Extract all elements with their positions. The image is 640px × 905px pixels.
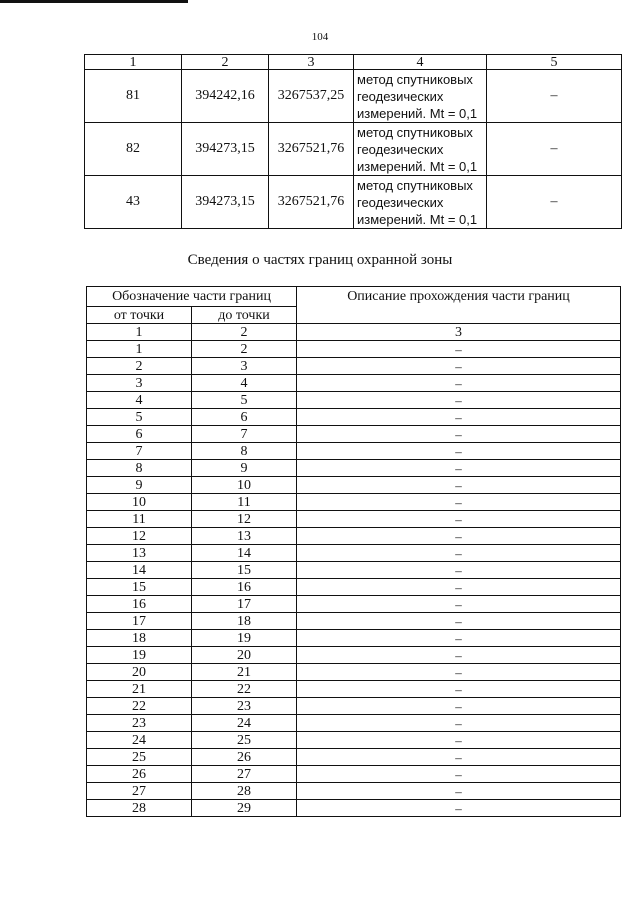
- to-point-cell: 5: [192, 392, 297, 409]
- table-row: [87, 392, 621, 409]
- from-point-cell: 2: [87, 358, 192, 375]
- description-cell: –: [297, 596, 621, 613]
- description-cell: –: [297, 664, 621, 681]
- description-cell: –: [297, 494, 621, 511]
- coordinate-y: 3267537,25: [269, 70, 354, 123]
- header-boundary-designation: Обозначение части границ: [87, 287, 297, 307]
- table-row: [87, 664, 621, 681]
- from-point-cell: 16: [87, 596, 192, 613]
- to-point-cell: 13: [192, 528, 297, 545]
- description-cell: –: [297, 341, 621, 358]
- from-point-cell: 11: [87, 511, 192, 528]
- table-row: [87, 426, 621, 443]
- to-point-cell: 12: [192, 511, 297, 528]
- table-row: [87, 477, 621, 494]
- from-point-cell: 3: [87, 375, 192, 392]
- column-number: 2: [192, 324, 297, 341]
- table-row: [87, 494, 621, 511]
- method-line: измерений. Mt = 0,1: [357, 158, 478, 174]
- coordinates-header-cell: 1: [85, 55, 182, 70]
- description-cell: –: [297, 681, 621, 698]
- description-cell: –: [297, 698, 621, 715]
- table-row: [87, 341, 621, 358]
- description-cell: –: [297, 630, 621, 647]
- method-description: [354, 176, 487, 229]
- description-cell: –: [297, 460, 621, 477]
- from-point-cell: 22: [87, 698, 192, 715]
- table-row: [87, 375, 621, 392]
- table-row: [87, 647, 621, 664]
- header-to-point: до точки: [192, 307, 297, 324]
- table-row: [87, 562, 621, 579]
- table-row: [87, 783, 621, 800]
- coordinates-header-row: [85, 55, 622, 70]
- to-point-cell: 25: [192, 732, 297, 749]
- table-row: [87, 698, 621, 715]
- description-cell: –: [297, 749, 621, 766]
- from-point-cell: 9: [87, 477, 192, 494]
- method-line: измерений. Mt = 0,1: [357, 211, 478, 227]
- column-number: 1: [87, 324, 192, 341]
- from-point-cell: 17: [87, 613, 192, 630]
- description-cell: –: [297, 613, 621, 630]
- from-point-cell: 5: [87, 409, 192, 426]
- description-cell: –: [297, 766, 621, 783]
- to-point-cell: 26: [192, 749, 297, 766]
- method-line: метод спутниковых: [357, 177, 473, 193]
- method-description: [354, 123, 487, 176]
- description-cell: –: [297, 579, 621, 596]
- to-point-cell: 14: [192, 545, 297, 562]
- table-row: [87, 613, 621, 630]
- method-line: геодезических: [357, 141, 444, 157]
- top-border-line: [0, 0, 188, 3]
- to-point-cell: 28: [192, 783, 297, 800]
- to-point-cell: 6: [192, 409, 297, 426]
- coordinate-y: 3267521,76: [269, 176, 354, 229]
- table-row: [87, 766, 621, 783]
- to-point-cell: 27: [192, 766, 297, 783]
- header-from-point: от точки: [87, 307, 192, 324]
- to-point-cell: 16: [192, 579, 297, 596]
- table-row: [87, 715, 621, 732]
- description-cell: –: [297, 375, 621, 392]
- coordinates-header-cell: 2: [182, 55, 269, 70]
- method-line: геодезических: [357, 194, 444, 210]
- to-point-cell: 21: [192, 664, 297, 681]
- method-line: метод спутниковых: [357, 124, 473, 140]
- to-point-cell: 22: [192, 681, 297, 698]
- point-number: 81: [85, 70, 182, 123]
- description-cell: –: [297, 800, 621, 817]
- header-boundary-description: Описание прохождения части границ: [297, 287, 621, 324]
- from-point-cell: 13: [87, 545, 192, 562]
- description-cell: –: [297, 732, 621, 749]
- coordinates-table: [84, 54, 622, 229]
- description-cell: –: [297, 392, 621, 409]
- from-point-cell: 21: [87, 681, 192, 698]
- to-point-cell: 20: [192, 647, 297, 664]
- table-row: [87, 528, 621, 545]
- to-point-cell: 2: [192, 341, 297, 358]
- description-cell: –: [297, 562, 621, 579]
- to-point-cell: 29: [192, 800, 297, 817]
- parts-header-row: [87, 287, 621, 307]
- column-number: 3: [297, 324, 621, 341]
- table-row: [87, 579, 621, 596]
- to-point-cell: 3: [192, 358, 297, 375]
- method-line: метод спутниковых: [357, 71, 473, 87]
- from-point-cell: 27: [87, 783, 192, 800]
- point-number: 82: [85, 123, 182, 176]
- parts-column-numbers-row: [87, 324, 621, 341]
- from-point-cell: 12: [87, 528, 192, 545]
- table-row: [85, 70, 622, 123]
- table-row: [87, 800, 621, 817]
- from-point-cell: 1: [87, 341, 192, 358]
- to-point-cell: 24: [192, 715, 297, 732]
- from-point-cell: 18: [87, 630, 192, 647]
- to-point-cell: 19: [192, 630, 297, 647]
- description-cell: –: [297, 358, 621, 375]
- method-description: [354, 70, 487, 123]
- coordinate-y: 3267521,76: [269, 123, 354, 176]
- coordinates-header-cell: 4: [354, 55, 487, 70]
- to-point-cell: 9: [192, 460, 297, 477]
- boundary-parts-table: [86, 286, 621, 817]
- note-cell: –: [487, 176, 622, 229]
- from-point-cell: 10: [87, 494, 192, 511]
- coordinate-x: 394273,15: [182, 123, 269, 176]
- from-point-cell: 23: [87, 715, 192, 732]
- coordinates-header-cell: 3: [269, 55, 354, 70]
- parts-table-body: [87, 341, 621, 817]
- from-point-cell: 20: [87, 664, 192, 681]
- from-point-cell: 15: [87, 579, 192, 596]
- note-cell: –: [487, 123, 622, 176]
- table-row: [87, 358, 621, 375]
- table-row: [87, 630, 621, 647]
- description-cell: –: [297, 545, 621, 562]
- table-row: [87, 443, 621, 460]
- to-point-cell: 11: [192, 494, 297, 511]
- note-cell: –: [487, 70, 622, 123]
- table-row: [87, 749, 621, 766]
- coordinates-header-cell: 5: [487, 55, 622, 70]
- to-point-cell: 23: [192, 698, 297, 715]
- description-cell: –: [297, 715, 621, 732]
- description-cell: –: [297, 477, 621, 494]
- from-point-cell: 24: [87, 732, 192, 749]
- to-point-cell: 10: [192, 477, 297, 494]
- method-line: геодезических: [357, 88, 444, 104]
- from-point-cell: 14: [87, 562, 192, 579]
- from-point-cell: 8: [87, 460, 192, 477]
- description-cell: –: [297, 783, 621, 800]
- section-title: Сведения о частях границ охранной зоны: [187, 252, 453, 268]
- to-point-cell: 17: [192, 596, 297, 613]
- table-row: [87, 409, 621, 426]
- from-point-cell: 25: [87, 749, 192, 766]
- table-row: [87, 545, 621, 562]
- coordinate-x: 394273,15: [182, 176, 269, 229]
- from-point-cell: 19: [87, 647, 192, 664]
- description-cell: –: [297, 647, 621, 664]
- to-point-cell: 4: [192, 375, 297, 392]
- point-number: 43: [85, 176, 182, 229]
- table-row: [85, 123, 622, 176]
- table-row: [87, 511, 621, 528]
- table-row: [87, 596, 621, 613]
- description-cell: –: [297, 511, 621, 528]
- from-point-cell: 6: [87, 426, 192, 443]
- description-cell: –: [297, 528, 621, 545]
- description-cell: –: [297, 409, 621, 426]
- coordinate-x: 394242,16: [182, 70, 269, 123]
- description-cell: –: [297, 443, 621, 460]
- page-number: 104: [311, 31, 329, 43]
- from-point-cell: 26: [87, 766, 192, 783]
- from-point-cell: 28: [87, 800, 192, 817]
- table-row: [87, 681, 621, 698]
- method-line: измерений. Mt = 0,1: [357, 105, 478, 121]
- table-row: [85, 176, 622, 229]
- table-row: [87, 460, 621, 477]
- from-point-cell: 4: [87, 392, 192, 409]
- description-cell: –: [297, 426, 621, 443]
- table-row: [87, 732, 621, 749]
- to-point-cell: 18: [192, 613, 297, 630]
- to-point-cell: 7: [192, 426, 297, 443]
- to-point-cell: 8: [192, 443, 297, 460]
- to-point-cell: 15: [192, 562, 297, 579]
- from-point-cell: 7: [87, 443, 192, 460]
